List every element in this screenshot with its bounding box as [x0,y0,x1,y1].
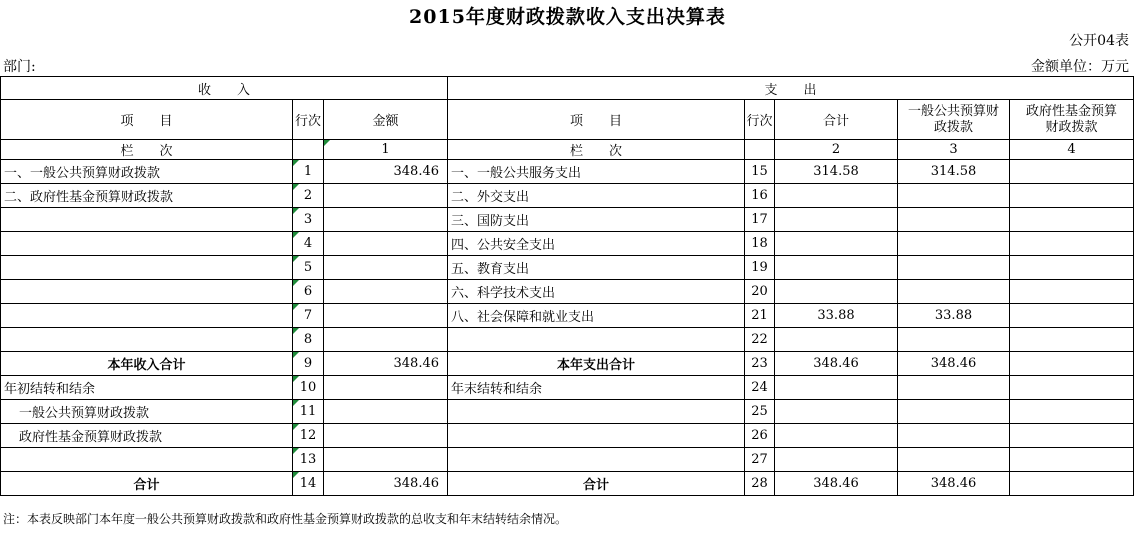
income-item-cell: 政府性基金预算财政拨款 [1,424,293,448]
table-row [1,352,1134,376]
income-row-no: 14 [293,472,324,496]
expense-item-cell: 二、外交支出 [448,184,745,208]
income-row-no: 9 [293,352,324,376]
income-amount-cell: 348.46 [324,160,448,184]
table-row [1,424,1134,448]
fund-budget-cell [1010,376,1134,400]
expense-item-cell: 本年支出合计 [448,352,745,376]
expense-item-cell: 三、国防支出 [448,208,745,232]
expense-total-cell: 314.58 [775,160,898,184]
fund-budget-cell [1010,472,1134,496]
form-code: 公开04表 [1069,33,1129,49]
income-row-no: 11 [293,400,324,424]
income-amount-cell: 348.46 [324,472,448,496]
general-budget-cell [898,208,1010,232]
expense-total-cell [775,376,898,400]
income-amount-cell [324,208,448,232]
cell-marker-icon [293,184,299,190]
income-amount-cell [324,304,448,328]
cell-marker-icon [293,400,299,406]
fund-budget-cell [1010,304,1134,328]
expense-row-no: 15 [745,160,775,184]
budget-table [0,76,1134,496]
table-row [1,256,1134,280]
table-row [1,160,1134,184]
expense-row-no: 21 [745,304,775,328]
expense-item-cell [448,400,745,424]
expense-item-header: 项 目 [448,100,745,140]
income-row-no: 12 [293,424,324,448]
table-row [1,304,1134,328]
cell-marker-icon [293,448,299,454]
income-item-cell: 本年收入合计 [1,352,293,376]
expense-item-cell: 年末结转和结余 [448,376,745,400]
income-item-cell [1,304,293,328]
col-number-2: 2 [775,140,898,160]
income-row-no: 13 [293,448,324,472]
fund-budget-cell [1010,400,1134,424]
income-row-no: 6 [293,280,324,304]
col-number-1: 1 [324,140,448,160]
expense-row-no: 22 [745,328,775,352]
fund-budget-cell [1010,280,1134,304]
income-amount-cell [324,400,448,424]
general-budget-cell [898,232,1010,256]
expense-total-cell [775,208,898,232]
expense-row-no: 24 [745,376,775,400]
income-amount-cell: 348.46 [324,352,448,376]
expense-total-cell: 348.46 [775,472,898,496]
income-item-cell [1,280,293,304]
general-budget-cell [898,448,1010,472]
expense-total-cell [775,448,898,472]
general-budget-cell [898,376,1010,400]
general-budget-cell: 348.46 [898,472,1010,496]
income-col-blank [293,140,324,160]
expense-item-cell: 合计 [448,472,745,496]
income-row-no: 5 [293,256,324,280]
income-row-no: 3 [293,208,324,232]
income-col-label: 栏 次 [1,140,293,160]
cell-marker-icon [293,232,299,238]
expense-row-no: 25 [745,400,775,424]
fund-budget-cell [1010,256,1134,280]
income-amount-cell [324,232,448,256]
cell-marker-icon [293,376,299,382]
expense-item-cell [448,328,745,352]
table-row [1,232,1134,256]
expense-total-cell [775,256,898,280]
income-item-cell: 二、政府性基金预算财政拨款 [1,184,293,208]
income-amount-cell [324,424,448,448]
expense-row-no: 26 [745,424,775,448]
expense-col-blank [745,140,775,160]
income-row-no: 10 [293,376,324,400]
cell-marker-icon [293,280,299,286]
col-number-4: 4 [1010,140,1134,160]
expense-row-no-header: 行次 [745,100,775,140]
expense-item-cell: 五、教育支出 [448,256,745,280]
income-item-cell [1,328,293,352]
expense-row-no: 20 [745,280,775,304]
fund-budget-cell [1010,328,1134,352]
cell-marker-icon [293,256,299,262]
cell-marker-icon [293,304,299,310]
department-label: 部门: [3,59,36,75]
cell-marker-icon [293,352,299,358]
expense-total-cell [775,184,898,208]
expense-item-cell [448,448,745,472]
income-item-cell [1,232,293,256]
cell-marker-icon [293,160,299,166]
table-row [1,328,1134,352]
table-row [1,208,1134,232]
expense-total-cell [775,280,898,304]
expense-item-cell: 六、科学技术支出 [448,280,745,304]
fund-budget-cell [1010,160,1134,184]
general-budget-cell: 33.88 [898,304,1010,328]
general-budget-cell [898,280,1010,304]
expense-total-cell [775,400,898,424]
expense-row-no: 28 [745,472,775,496]
cell-marker-icon [293,328,299,334]
income-row-no: 1 [293,160,324,184]
general-budget-cell: 348.46 [898,352,1010,376]
general-budget-cell [898,400,1010,424]
income-amount-cell [324,328,448,352]
amount-unit-label: 金额单位：万元 [1031,59,1129,75]
fund-budget-cell [1010,184,1134,208]
table-row [1,376,1134,400]
expense-total-cell: 33.88 [775,304,898,328]
income-row-no: 4 [293,232,324,256]
expense-row-no: 17 [745,208,775,232]
income-item-cell [1,448,293,472]
expense-item-cell [448,424,745,448]
expense-header: 支 出 [448,77,1134,100]
income-row-no: 2 [293,184,324,208]
cell-marker-icon [293,208,299,214]
expense-item-cell: 八、社会保障和就业支出 [448,304,745,328]
income-item-cell [1,256,293,280]
expense-total-cell [775,424,898,448]
table-row [1,280,1134,304]
fund-budget-cell [1010,424,1134,448]
income-amount-cell [324,184,448,208]
income-item-header: 项 目 [1,100,293,140]
expense-row-no: 19 [745,256,775,280]
general-budget-cell [898,184,1010,208]
col-number-3: 3 [898,140,1010,160]
fund-budget-cell [1010,208,1134,232]
expense-total-cell [775,232,898,256]
expense-total-header: 合计 [775,100,898,140]
income-item-cell: 年初结转和结余 [1,376,293,400]
income-amount-cell [324,280,448,304]
fund-budget-cell [1010,448,1134,472]
table-row [1,472,1134,496]
expense-total-cell: 348.46 [775,352,898,376]
expense-item-cell: 四、公共安全支出 [448,232,745,256]
income-item-cell: 合计 [1,472,293,496]
income-header: 收 入 [1,77,448,100]
expense-row-no: 18 [745,232,775,256]
income-item-cell: 一、一般公共预算财政拨款 [1,160,293,184]
expense-row-no: 27 [745,448,775,472]
expense-item-cell: 一、一般公共服务支出 [448,160,745,184]
cell-marker-icon [324,140,330,146]
income-item-cell [1,208,293,232]
fund-budget-cell [1010,352,1134,376]
income-row-no: 8 [293,328,324,352]
income-row-no-header: 行次 [293,100,324,140]
expense-col-label: 栏 次 [448,140,745,160]
income-row-no: 7 [293,304,324,328]
income-amount-cell [324,448,448,472]
general-budget-cell: 314.58 [898,160,1010,184]
table-row [1,184,1134,208]
income-amount-header: 金额 [324,100,448,140]
income-amount-cell [324,376,448,400]
table-row [1,400,1134,424]
cell-marker-icon [293,472,299,478]
fund-budget-cell [1010,232,1134,256]
cell-marker-icon [293,424,299,430]
table-row [1,448,1134,472]
fund-budget-header: 政府性基金预算财政拨款 [1010,100,1134,140]
expense-row-no: 16 [745,184,775,208]
general-budget-cell [898,424,1010,448]
footnote: 注：本表反映部门本年度一般公共预算财政拨款和政府性基金预算财政拨款的总收支和年末结转结余情况。 [3,512,568,526]
general-budget-cell [898,256,1010,280]
income-amount-cell [324,256,448,280]
income-item-cell: 一般公共预算财政拨款 [1,400,293,424]
report-title: 2015年度财政拨款收入支出决算表 [409,6,726,28]
expense-total-cell [775,328,898,352]
expense-row-no: 23 [745,352,775,376]
general-budget-header: 一般公共预算财政拨款 [898,100,1010,140]
general-budget-cell [898,328,1010,352]
